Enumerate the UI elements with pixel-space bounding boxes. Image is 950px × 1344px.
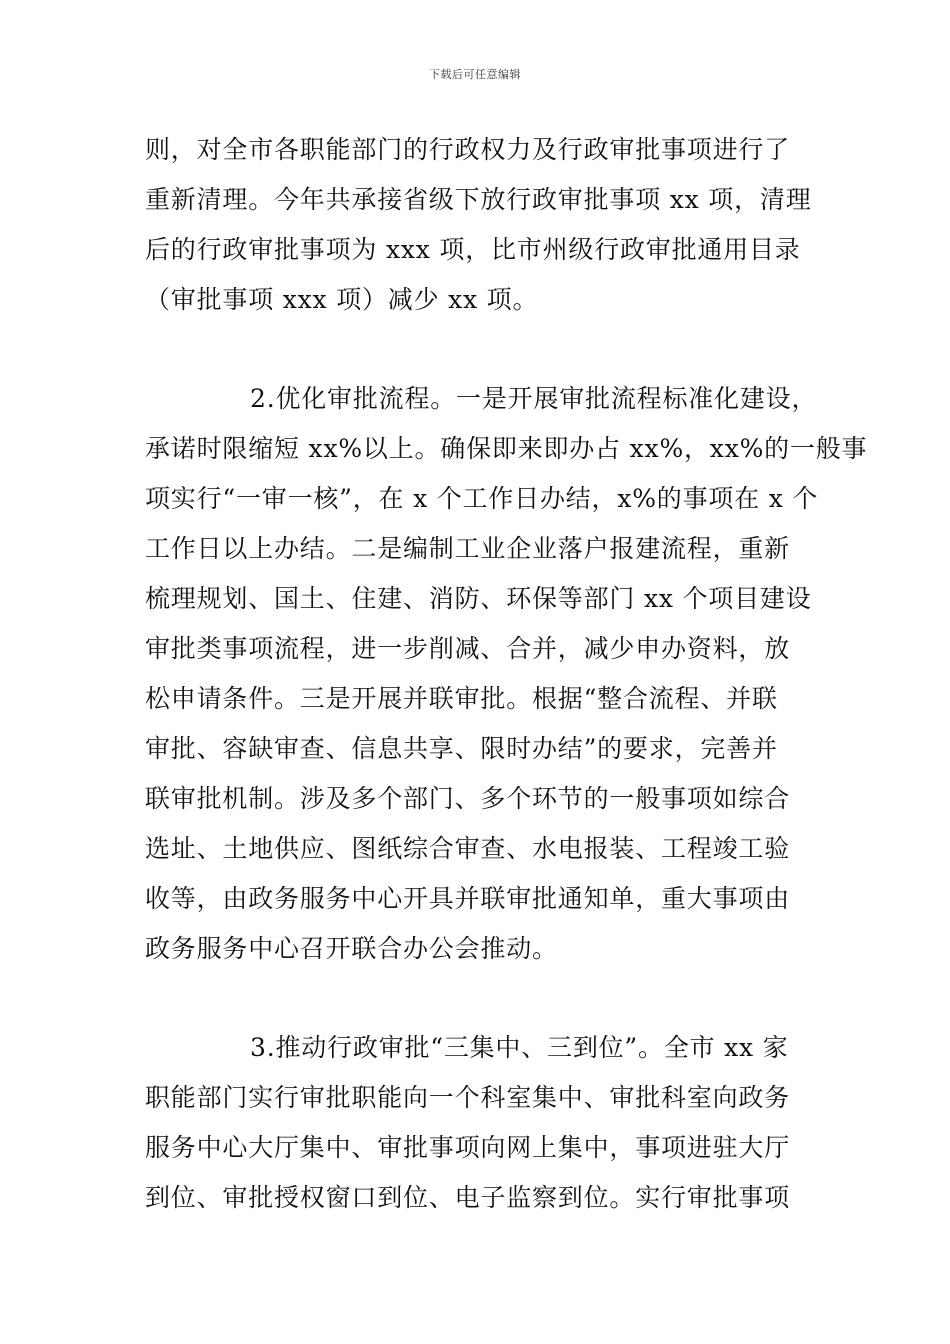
paragraph-2-line-8: 审批、容缺审查、信息共享、限时办结”的要求，完善并 (145, 734, 778, 763)
paragraph-2-line-3: 项实行“一审一核”，在 x 个工作日办结，x%的事项在 x 个 (145, 484, 819, 513)
paragraph-2-line-2: 承诺时限缩短 xx%以上。确保即来即办占 xx%，xx%的一般事 (145, 434, 868, 463)
paragraph-2-line-1: 2.优化审批流程。一是开展审批流程标准化建设， (250, 384, 818, 413)
paragraph-3-line-3: 服务中心大厅集中、审批事项向网上集中，事项进驻大厅 (145, 1133, 791, 1162)
paragraph-3-line-1: 3.推动行政审批“三集中、三到位”。全市 xx 家 (250, 1033, 789, 1062)
paragraph-2-line-4: 工作日以上办结。二是编制工业企业落户报建流程，重新 (145, 534, 791, 563)
paragraph-3-line-4: 到位、审批授权窗口到位、电子监察到位。实行审批事项 (145, 1183, 791, 1212)
paragraph-2-line-5: 梳理规划、国土、住建、消防、环保等部门 xx 个项目建设 (145, 584, 812, 613)
paragraph-3-line-2: 职能部门实行审批职能向一个科室集中、审批科室向政务 (145, 1083, 791, 1112)
paragraph-2-line-11: 收等，由政务服务中心开具并联审批通知单，重大事项由 (145, 884, 791, 913)
paragraph-1-line-4: （审批事项 xxx 项）减少 xx 项。 (145, 285, 539, 314)
paragraph-2-line-7: 松申请条件。三是开展并联审批。根据“整合流程、并联 (145, 684, 778, 713)
paragraph-1-line-3: 后的行政审批事项为 xxx 项，比市州级行政审批通用目录 (145, 235, 801, 264)
paragraph-1-line-1: 则，对全市各职能部门的行政权力及行政审批事项进行了 (145, 135, 791, 164)
paragraph-2-line-6: 审批类事项流程，进一步削减、合并，减少申办资料，放 (145, 634, 791, 663)
header-note: 下载后可任意编辑 (429, 68, 521, 81)
paragraph-2-line-10: 选址、土地供应、图纸综合审查、水电报装、工程竣工验 (145, 834, 791, 863)
paragraph-2-line-9: 联审批机制。涉及多个部门、多个环节的一般事项如综合 (145, 784, 791, 813)
paragraph-1-line-2: 重新清理。今年共承接省级下放行政审批事项 xx 项，清理 (145, 185, 812, 214)
paragraph-2-line-12: 政务服务中心召开联合办公会推动。 (145, 934, 558, 963)
